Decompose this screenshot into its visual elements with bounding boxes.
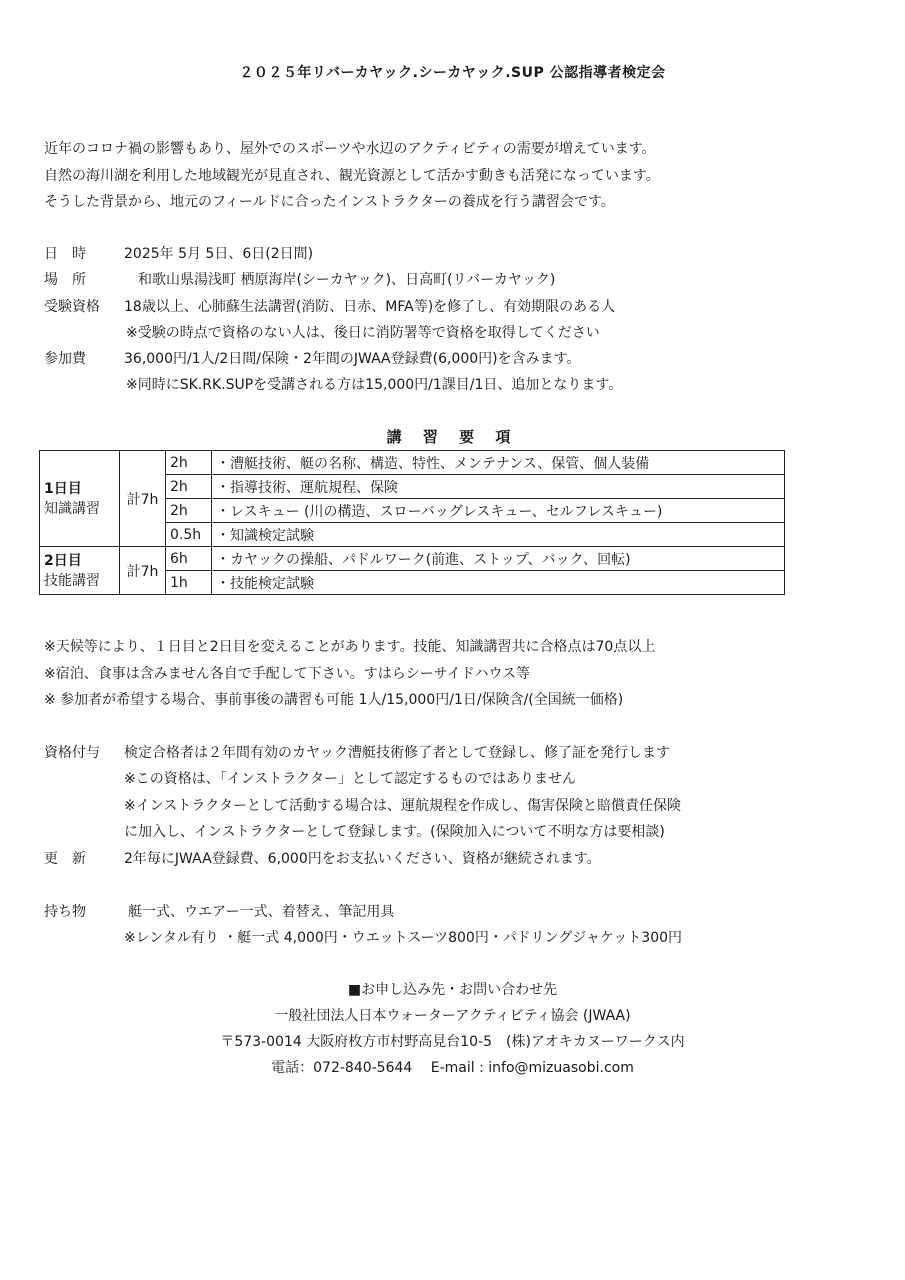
content-cell: ・技能検定試験 bbox=[212, 571, 785, 595]
contact-address: 〒573-0014 大阪府枚方市村野高見台10-5 (株)アオキカヌーワークス内 bbox=[220, 1034, 685, 1050]
course-table bbox=[39, 450, 785, 595]
fee-value: 36,000円/1人/2日間/保険・2年間のJWAA登録費(6,000円)を含みます。 bbox=[124, 351, 581, 367]
note-line-2: ※宿泊、食事は含みません各自で手配して下さい。すはらシーサイドハウス等 bbox=[44, 666, 531, 682]
day1-total: 計7h bbox=[120, 451, 166, 547]
content-cell: ・知識検定試験 bbox=[212, 523, 785, 547]
note-line-1: ※天候等により、１日目と2日目を変えることがあります。技能、知識講習共に合格点は70点以上 bbox=[44, 639, 656, 655]
hours-cell: 0.5h bbox=[166, 523, 212, 547]
content-cell: ・カヤックの操船、パドルワーク(前進、ストップ、バック、回転) bbox=[212, 547, 785, 571]
intro-line-2: 自然の海川湖を利用した地域観光が見直され、観光資源として活かす動きも活発になっています。 bbox=[44, 168, 660, 184]
contact-phone-email: 電話：072-840-5644 E-mail : info@mizuasobi.com bbox=[271, 1060, 634, 1076]
place-label: 場 所 bbox=[44, 272, 86, 288]
fee-label: 参加費 bbox=[44, 351, 86, 367]
hours-cell: 2h bbox=[166, 499, 212, 523]
day1-cell bbox=[40, 451, 120, 547]
belongings-value: 艇一式、ウエアー一式、着替え、筆記用具 bbox=[128, 904, 395, 920]
day2-label: 2日目 bbox=[44, 552, 82, 569]
day1-label: 1日目 bbox=[44, 480, 82, 497]
page-title: ２０２５年リバーカヤック.シーカヤック.SUP 公認指導者検定会 bbox=[239, 65, 666, 81]
course-heading: 講 習 要 項 bbox=[386, 428, 519, 446]
hours-cell: 1h bbox=[166, 571, 212, 595]
qualification-line-4: に加入し、インストラクターとして登録します。(保険加入について不明な方は要相談) bbox=[124, 824, 665, 840]
hours-cell: 6h bbox=[166, 547, 212, 571]
renewal-label: 更 新 bbox=[44, 851, 86, 867]
hours-cell: 2h bbox=[166, 475, 212, 499]
rental-note: ※レンタル有り ・艇一式 4,000円・ウエットスーツ800円・パドリングジャケット300円 bbox=[124, 930, 683, 946]
content-cell: ・漕艇技術、艇の名称、構造、特性、メンテナンス、保管、個人装備 bbox=[212, 451, 785, 475]
renewal-value: 2年毎にJWAA登録費、6,000円をお支払いください、資格が継続されます。 bbox=[124, 851, 601, 867]
day2-type: 技能講習 bbox=[44, 572, 100, 589]
qualification-line-1: 検定合格者は２年間有効のカヤック漕艇技術修了者として登録し、修了証を発行します bbox=[124, 745, 670, 761]
hours-cell: 2h bbox=[166, 451, 212, 475]
qualification-line-2: ※この資格は、「インストラクター」として認定するものではありません bbox=[124, 771, 577, 787]
date-value: 2025年 5月 5日、6日(2日間) bbox=[124, 246, 314, 262]
content-cell: ・レスキュー (川の構造、スローバッグレスキュー、セルフレスキュー) bbox=[212, 499, 785, 523]
table-row bbox=[40, 547, 785, 571]
contact-heading: ■お申し込み先・お問い合わせ先 bbox=[347, 982, 558, 998]
place-value: 和歌山県湯浅町 栖原海岸(シーカヤック)、日高町(リバーカヤック) bbox=[138, 272, 556, 288]
intro-line-3: そうした背景から、地元のフィールドに合ったインストラクターの養成を行う講習会です。 bbox=[44, 194, 615, 210]
eligibility-value: 18歳以上、心肺蘇生法講習(消防、日赤、MFA等)を修了し、有効期限のある人 bbox=[124, 299, 616, 315]
day2-cell bbox=[40, 547, 120, 595]
table-row bbox=[40, 451, 785, 475]
eligibility-label: 受験資格 bbox=[44, 299, 100, 315]
eligibility-note: ※受験の時点で資格のない人は、後日に消防署等で資格を取得してください bbox=[126, 325, 600, 341]
qualification-label: 資格付与 bbox=[44, 745, 100, 761]
date-label: 日 時 bbox=[44, 246, 86, 262]
intro-line-1: 近年のコロナ禍の影響もあり、屋外でのスポーツや水辺のアクティビティの需要が増えています。 bbox=[44, 141, 656, 157]
fee-note: ※同時にSK.RK.SUPを受講される方は15,000円/1課目/1日、追加となります。 bbox=[126, 377, 623, 393]
note-line-3: ※ 参加者が希望する場合、事前事後の講習も可能 1人/15,000円/1日/保険含/(全国統一価格) bbox=[44, 692, 624, 708]
day1-type: 知識講習 bbox=[44, 500, 100, 517]
day2-total: 計7h bbox=[120, 547, 166, 595]
contact-org: 一般社団法人日本ウォーターアクティビティ協会 (JWAA) bbox=[274, 1008, 631, 1024]
content-cell: ・指導技術、運航規程、保険 bbox=[212, 475, 785, 499]
belongings-label: 持ち物 bbox=[44, 904, 86, 920]
qualification-line-3: ※インストラクターとして活動する場合は、運航規程を作成し、傷害保険と賠償責任保険 bbox=[124, 798, 682, 814]
